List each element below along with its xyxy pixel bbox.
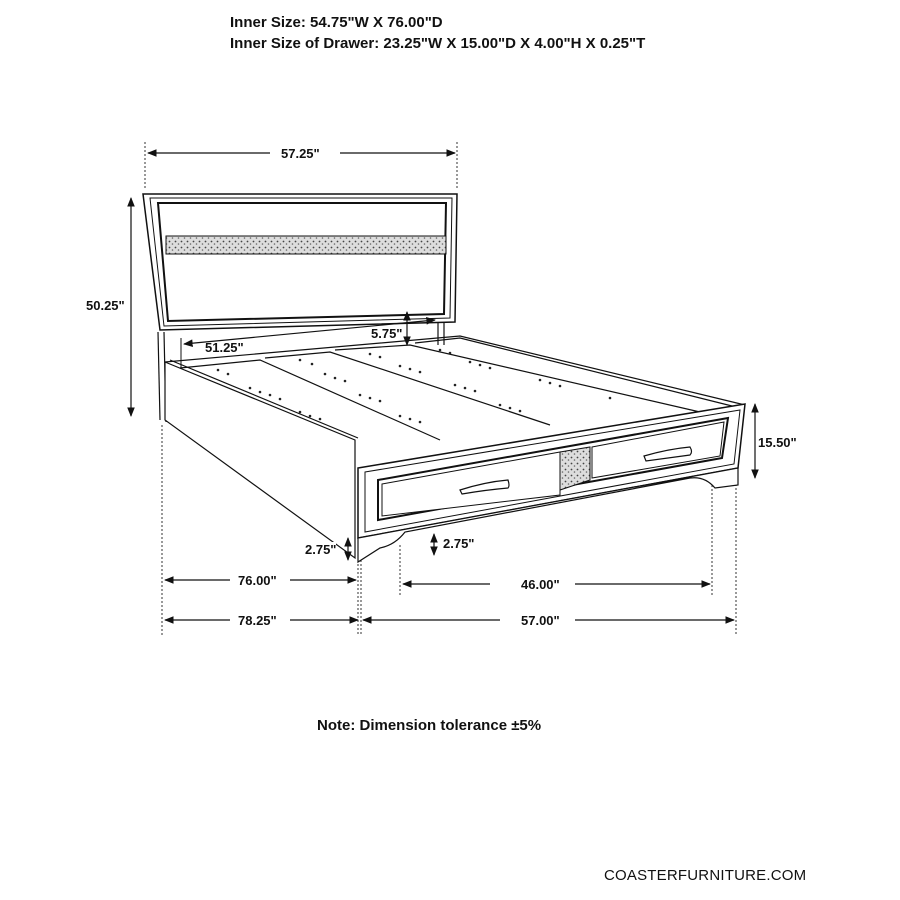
side-clearance-label: 2.75" xyxy=(305,542,337,557)
inner-rail-width-label: 51.25" xyxy=(205,340,244,355)
footboard-height-label: 15.50" xyxy=(758,435,797,450)
headboard-width-label: 57.25" xyxy=(281,146,320,161)
website-text: COASTERFURNITURE.COM xyxy=(604,867,807,884)
foot-leg-span-label: 46.00" xyxy=(521,577,560,592)
tolerance-note: Note: Dimension tolerance ±5% xyxy=(317,717,542,734)
headboard-height-label: 50.25" xyxy=(86,298,125,313)
overall-width-label: 57.00" xyxy=(521,613,560,628)
inner-length-label: 76.00" xyxy=(238,573,277,588)
foot-clearance-label: 2.75" xyxy=(443,536,475,551)
footboard xyxy=(358,404,745,562)
overall-length-label: 78.25" xyxy=(238,613,277,628)
headboard-leg-gap-label: 5.75" xyxy=(371,326,403,341)
drawer-inner-size-spec: Inner Size of Drawer: 23.25"W X 15.00"D X 4.00"H X 0.25"T xyxy=(230,35,646,52)
inner-size-spec: Inner Size: 54.75"W X 76.00"D xyxy=(230,14,443,31)
